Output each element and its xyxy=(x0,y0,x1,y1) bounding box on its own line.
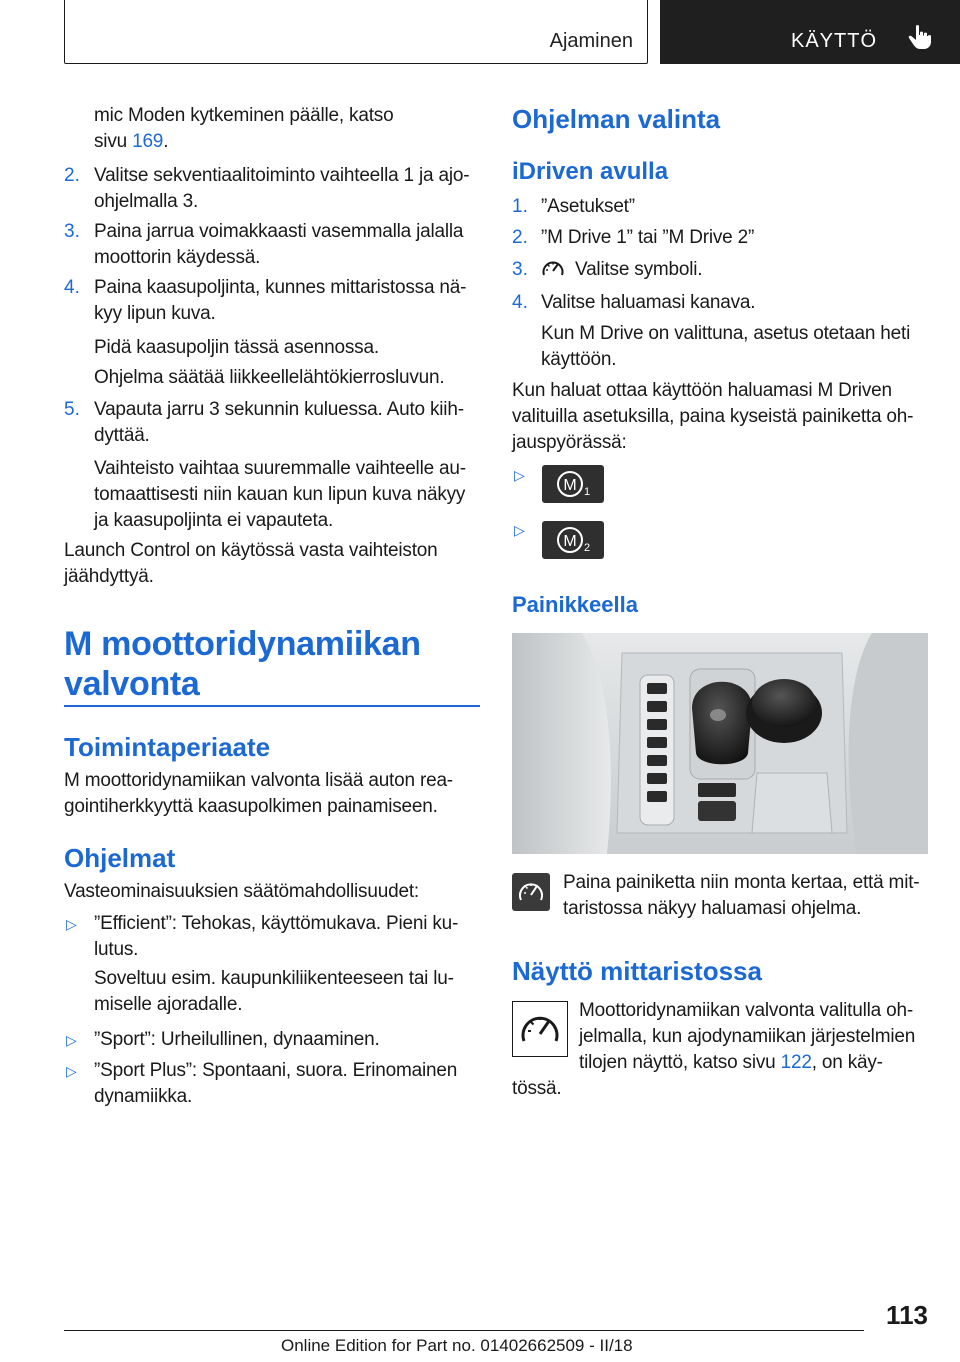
step-line: Valitse sekventiaalitoiminto vaihteella 1 ja ajo- xyxy=(94,165,470,186)
step-line: Paina kaasupoljinta, kunnes mittaristossa nä- xyxy=(94,277,467,298)
continuation-text xyxy=(94,103,393,155)
bullet-triangle-icon: ▷ xyxy=(514,522,525,538)
principle-text xyxy=(64,768,453,820)
page-link-169[interactable]: 169 xyxy=(132,131,164,152)
bullet-triangle-icon: ▷ xyxy=(66,1032,77,1048)
step-line: Vapauta jarru 3 sekunnin kuluessa. Auto kiih- xyxy=(94,399,464,420)
gauge-icon xyxy=(512,873,550,911)
bullet-triangle-icon: ▷ xyxy=(66,1063,77,1079)
m2-sub: 2 xyxy=(583,542,591,554)
text-line: M moottoridynamiikan valvonta lisää auton rea- xyxy=(64,770,453,791)
select-heading: Ohjelman valinta xyxy=(512,104,721,134)
continuation-line: mic Moden kytkeminen päälle, katso xyxy=(94,105,394,126)
step-text xyxy=(94,397,464,449)
text-line: taristossa näkyy haluamasi ohjelma. xyxy=(563,898,862,919)
step-number: 4. xyxy=(512,292,528,313)
idrive-heading: iDriven avulla xyxy=(512,158,669,185)
step-line: kyy lipun kuva. xyxy=(94,303,216,324)
step-text xyxy=(94,219,463,271)
program-subtext xyxy=(94,966,454,1018)
hand-pointer-icon xyxy=(908,24,932,50)
text-line: valituilla asetuksilla, paina kyseistä painiketta oh- xyxy=(512,406,914,427)
header-section-tab xyxy=(64,0,648,64)
m2-icon xyxy=(542,521,604,559)
page-number: 113 xyxy=(886,1300,928,1330)
step-number: 4. xyxy=(64,277,80,298)
display-text-line4: tössä. xyxy=(512,1078,562,1099)
note-line: Launch Control on käytössä vasta vaihteiston xyxy=(64,540,438,561)
text-line: Paina painiketta niin monta kertaa, että mit- xyxy=(563,872,920,893)
program-item xyxy=(94,911,458,963)
step-subtext: Ohjelma säätää liikkeellelähtökierrosluvun. xyxy=(94,367,445,388)
button-heading: Painikkeella xyxy=(512,592,638,617)
continuation-line xyxy=(94,129,393,155)
programs-heading: Ohjelmat xyxy=(64,843,176,873)
bullet-triangle-icon: ▷ xyxy=(66,916,77,932)
program-line: dynamiikka. xyxy=(94,1086,193,1107)
header-chapter-title: KÄYTTÖ xyxy=(791,30,878,52)
subtext-line: Kun M Drive on valittuna, asetus otetaan heti xyxy=(541,323,911,344)
program-subline: Soveltuu esim. kaupunkiliikenteeseen tai lu- xyxy=(94,968,454,989)
step-line: moottorin käydessä. xyxy=(94,247,261,268)
step-number: 5. xyxy=(64,399,80,420)
page-link-122[interactable]: 122 xyxy=(780,1052,812,1073)
launch-control-note xyxy=(64,538,438,590)
text-prefix: tilojen näyttö, katso sivu xyxy=(579,1052,781,1073)
step-subline: ja kaasupoljinta ei vapauteta. xyxy=(94,510,334,531)
bullet-triangle-icon: ▷ xyxy=(514,467,525,483)
program-item xyxy=(94,1058,457,1110)
step-number: 2. xyxy=(512,227,528,248)
gauge-symbol-icon xyxy=(541,258,565,280)
text-line: Moottoridynamiikan valvonta valitulla oh- xyxy=(579,1000,913,1021)
display-text-line3 xyxy=(579,1050,883,1076)
display-text xyxy=(579,998,915,1050)
heading-line: M moottoridynamiikan xyxy=(64,625,421,663)
button-instruction xyxy=(563,870,919,922)
subtext-line: käyttöön. xyxy=(541,349,617,370)
program-subline: miselle ajoradalle. xyxy=(94,994,243,1015)
text-line: gointiherkkyyttä kaasupolkimen painamiseen. xyxy=(64,796,438,817)
m2-button[interactable] xyxy=(542,521,604,559)
programs-intro: Vasteominaisuuksien säätömahdollisuudet: xyxy=(64,881,419,902)
step-text xyxy=(94,275,466,327)
idrive-step: ”M Drive 1” tai ”M Drive 2” xyxy=(541,227,755,248)
program-line: lutus. xyxy=(94,939,139,960)
step-number: 3. xyxy=(64,221,80,242)
text-line: Kun haluat ottaa käyttöön haluamasi M Driven xyxy=(512,380,892,401)
step-subtext xyxy=(94,456,466,534)
continuation-prefix: sivu xyxy=(94,131,133,152)
step-line: dyttää. xyxy=(94,425,150,446)
chapter-heading xyxy=(64,624,421,704)
text-line: jelmalla, kun ajodynamiikan järjestelmien xyxy=(579,1026,916,1047)
step-number: 3. xyxy=(512,259,528,280)
mdrive-instructions xyxy=(512,378,913,456)
m1-label: M xyxy=(563,477,577,494)
gauge-display-icon xyxy=(513,1002,567,1056)
step-text xyxy=(94,163,469,215)
step-line: ohjelmalla 3. xyxy=(94,191,199,212)
idrive-step: ”Asetukset” xyxy=(541,196,635,217)
display-heading: Näyttö mittaristossa xyxy=(512,956,762,986)
program-line: ”Sport Plus”: Spontaani, suora. Erinomainen xyxy=(94,1060,458,1081)
step-subtext: Pidä kaasupoljin tässä asennossa. xyxy=(94,337,379,358)
m1-icon xyxy=(542,465,604,503)
m1-sub: 1 xyxy=(583,486,591,498)
footer-rule xyxy=(64,1330,864,1331)
step-line: Paina jarrua voimakkaasti vasemmalla jalalla xyxy=(94,221,464,242)
gauge-display-frame xyxy=(512,1001,568,1057)
continuation-suffix: . xyxy=(163,131,169,152)
header-chapter-tab xyxy=(660,0,960,64)
heading-rule xyxy=(64,705,480,707)
heading-line: valvonta xyxy=(64,665,200,703)
step-subline: tomaattisesti niin kauan kun lipun kuva näkyy xyxy=(94,484,466,505)
step-subline: Vaihteisto vaihtaa suuremmalle vaihteelle au- xyxy=(94,458,466,479)
step-number: 1. xyxy=(512,196,528,217)
m2-label: M xyxy=(563,533,577,550)
m1-button[interactable] xyxy=(542,465,604,503)
gauge-button[interactable] xyxy=(512,873,550,911)
program-item: ”Sport”: Urheilullinen, dynaaminen. xyxy=(94,1029,380,1050)
text-line: jauspyörässä: xyxy=(512,432,627,453)
center-console-image xyxy=(512,633,928,854)
note-line: jäähdyttyä. xyxy=(64,566,154,587)
step-number: 2. xyxy=(64,165,80,186)
footer-edition: Online Edition for Part no. 01402662509 - II/18 xyxy=(281,1336,633,1355)
text-suffix: , on käy- xyxy=(811,1052,883,1073)
program-line: ”Efficient”: Tehokas, käyttömukava. Pieni ku- xyxy=(94,913,459,934)
principle-heading: Toimintaperiaate xyxy=(64,732,271,762)
idrive-step: Valitse symboli. xyxy=(575,259,703,280)
idrive-step-subtext xyxy=(541,321,910,373)
header-section-title: Ajaminen xyxy=(549,30,633,52)
idrive-step: Valitse haluamasi kanava. xyxy=(541,292,756,313)
